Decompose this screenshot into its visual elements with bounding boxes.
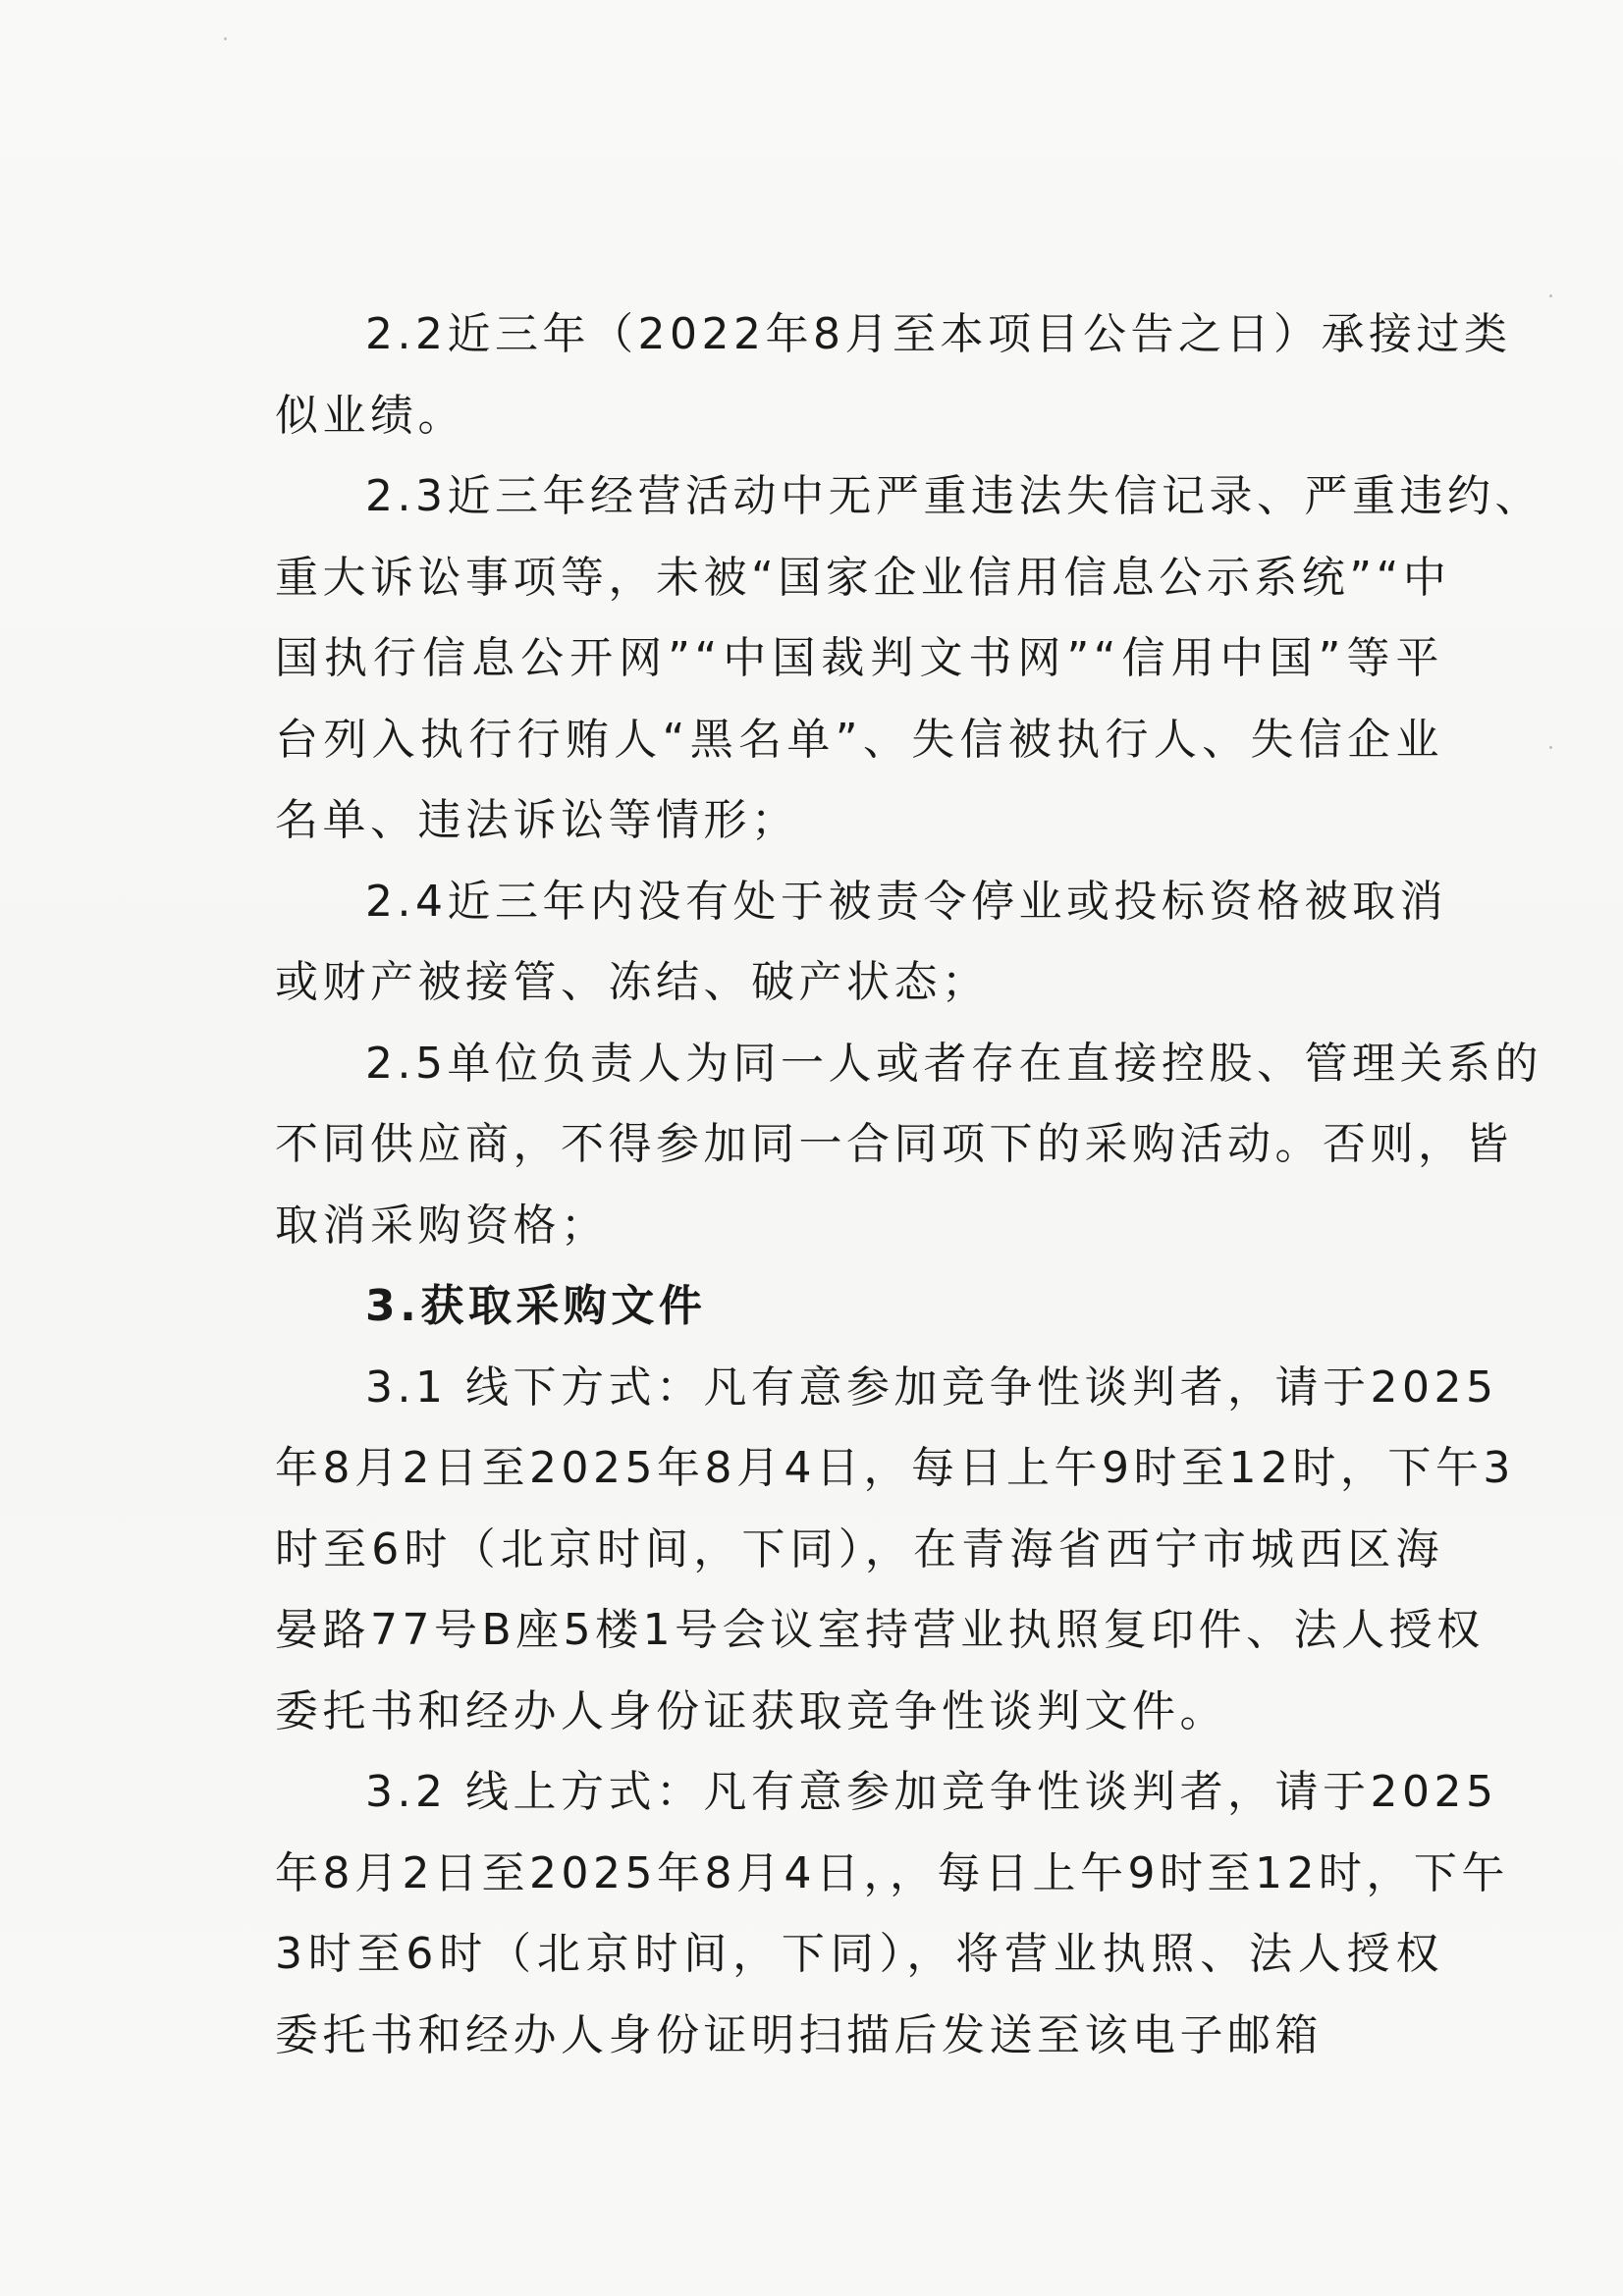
text-line: 取消采购资格； (275, 1200, 609, 1251)
text-line: 2.5单位负责人为同一人或者存在直接控股、管理关系的 (365, 1038, 1542, 1089)
text-line: 似业绩。 (275, 390, 465, 441)
text-line: 委托书和经办人身份证获取竞争性谈判文件。 (275, 1685, 1227, 1736)
text-line: 3.1 线下方式：凡有意参加竞争性谈判者，请于2025 (365, 1362, 1498, 1413)
text-line: 2.2近三年（2022年8月至本项目公告之日）承接过类 (365, 309, 1512, 359)
paragraph-3-1 (275, 1348, 1515, 1753)
section-heading-3 (275, 1266, 1443, 1348)
text-line: 台列入执行行贿人“黑名单”、失信被执行人、失信企业 (275, 714, 1443, 765)
text-line: 晏路77号B座5楼1号会议室持营业执照复印件、法人授权 (275, 1605, 1485, 1655)
text-line: 2.3近三年经营活动中无严重违法失信记录、严重违约、 (365, 471, 1542, 521)
text-line: 国执行信息公开网”“中国裁判文书网”“信用中国”等平 (275, 633, 1443, 683)
section-title: 3.获取采购文件 (365, 1281, 707, 1331)
text-line: 不同供应商，不得参加同一合同项下的采购活动。否则，皆 (275, 1119, 1513, 1169)
scan-speck (1549, 294, 1552, 297)
text-line: 2.4近三年内没有处于被责令停业或投标资格被取消 (365, 876, 1447, 927)
paragraph-2-2 (275, 294, 1512, 456)
text-line: 3时至6时（北京时间，下同），将营业执照、法人授权 (275, 1929, 1443, 1979)
text-line: 3.2 线上方式：凡有意参加竞争性谈判者，请于2025 (365, 1767, 1498, 1817)
text-line: 或财产被接管、冻结、破产状态； (275, 957, 990, 1007)
document-body (275, 294, 1542, 2076)
text-line: 重大诉讼事项等，未被“国家企业信用信息公示系统”“中 (275, 552, 1451, 603)
paragraph-2-3 (275, 456, 1542, 862)
text-line: 委托书和经办人身份证明扫描后发送至该电子邮箱 (275, 2009, 1323, 2060)
text-line: 名单、违法诉讼等情形； (275, 795, 799, 845)
paragraph-3-2 (275, 1752, 1509, 2076)
text-line: 年8月2日至2025年8月4日，，每日上午9时至12时，下午 (275, 1847, 1509, 1898)
text-line: 年8月2日至2025年8月4日，每日上午9时至12时，下午3 (275, 1443, 1515, 1493)
paragraph-2-5 (275, 1024, 1542, 1267)
scan-speck (1549, 746, 1552, 749)
scan-speck (224, 37, 227, 40)
paragraph-2-4 (275, 862, 1447, 1024)
text-line: 时至6时（北京时间，下同），在青海省西宁市城西区海 (275, 1523, 1443, 1575)
